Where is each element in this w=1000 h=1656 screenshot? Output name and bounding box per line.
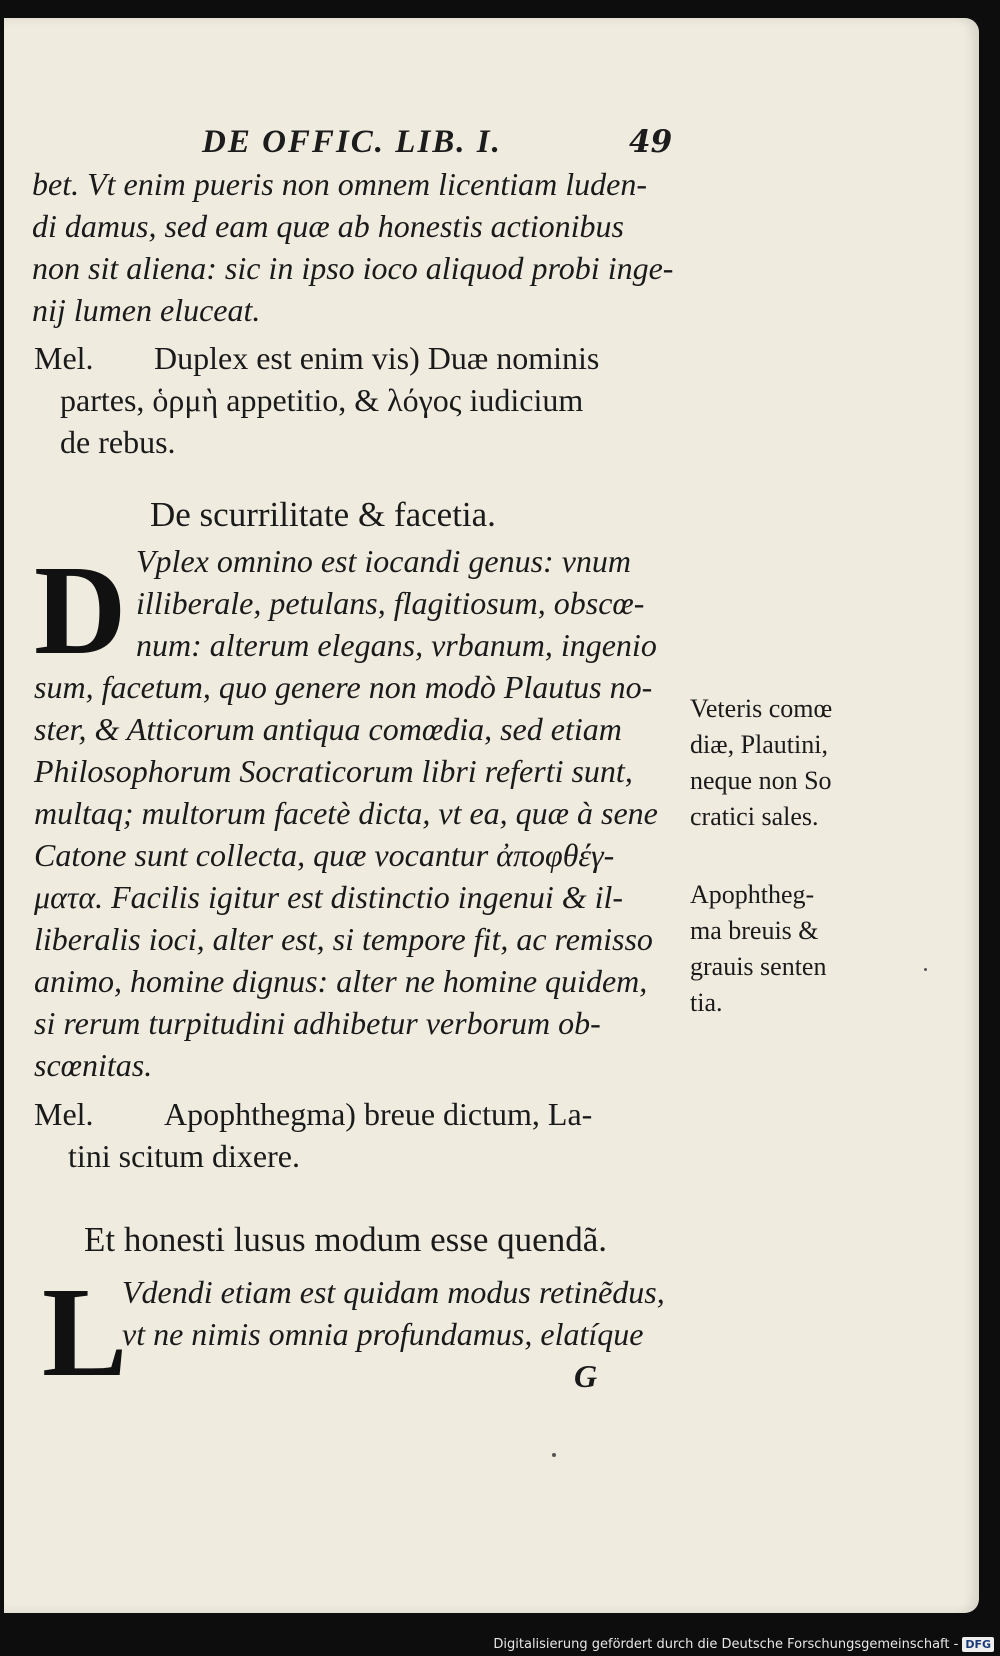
text-line: ματα. Facilis igitur est distinctio ingenui & il- <box>34 879 624 915</box>
text-line: Philosophorum Socraticorum libri referti sunt, <box>34 753 633 789</box>
text-line: de rebus. <box>60 424 176 460</box>
text-line: Vplex omnino est iocandi genus: vnum <box>136 543 631 579</box>
margin-note-line: grauis senten <box>690 952 827 981</box>
drop-cap: D <box>34 539 127 681</box>
text-line: si rerum turpitudini adhibetur verborum ob- <box>34 1005 601 1041</box>
page-number: 49 <box>629 124 673 160</box>
credit-text: Digitalisierung gefördert durch die Deutsche Forschungsgemeinschaft - <box>493 1636 959 1652</box>
drop-cap: L <box>42 1261 128 1403</box>
signature-mark: G <box>574 1358 598 1394</box>
margin-note-line: tia. <box>690 988 723 1017</box>
text-line: liberalis ioci, alter est, si tempore fit, ac remisso <box>34 921 653 957</box>
dfg-logo: DFG <box>962 1637 994 1652</box>
text-line: sum, facetum, quo genere non modò Plautus no- <box>34 669 653 705</box>
text-line: scœnitas. <box>34 1047 153 1083</box>
text-line: Vdendi etiam est quidam modus retinẽdus, <box>122 1274 665 1310</box>
margin-note-line: Apophtheg- <box>690 880 815 909</box>
running-title: DE OFFIC. LIB. I. <box>202 124 502 160</box>
margin-note-line: neque non So <box>690 766 832 795</box>
text-line: ster, & Atticorum antiqua comœdia, sed etiam <box>34 711 622 747</box>
section-heading: De scurrilitate & facetia. <box>150 495 496 534</box>
margin-note-line: ma breuis & <box>690 916 819 945</box>
book-page <box>4 18 979 1613</box>
text-line: nij lumen eluceat. <box>32 292 261 328</box>
text-line: non sit aliena: sic in ipso ioco aliquod probi inge- <box>32 250 674 286</box>
text-line: illiberale, petulans, flagitiosum, obscœ- <box>136 585 645 621</box>
text-line: num: alterum elegans, vrbanum, ingenio <box>136 627 657 663</box>
text-line: vt ne nimis omnia profundamus, elatíque <box>122 1316 644 1352</box>
section-heading: Et honesti lusus modum esse quendã. <box>84 1220 608 1259</box>
margin-note-line: diæ, Plautini, <box>690 730 828 759</box>
text-line: multaq; multorum facetè dicta, vt ea, quæ à sene <box>34 795 658 831</box>
text-line: Catone sunt collecta, quæ vocantur ἀποφθέγ- <box>34 837 615 873</box>
text-line: Duplex est enim vis) Duæ nominis <box>154 340 600 376</box>
margin-note-line: cratici sales. <box>690 802 819 831</box>
text-line: Apophthegma) breue dictum, La- <box>164 1096 593 1132</box>
text-line: di damus, sed eam quæ ab honestis actionibus <box>32 208 624 244</box>
mel-label: Mel. <box>34 340 94 376</box>
text-line: tini scitum dixere. <box>68 1138 300 1174</box>
paper-speck <box>924 968 927 971</box>
margin-note-line: Veteris comœ <box>690 694 833 723</box>
text-line: bet. Vt enim pueris non omnem licentiam luden- <box>32 166 647 202</box>
paper-speck <box>552 1453 556 1457</box>
digitization-credit <box>493 1635 994 1653</box>
text-line: animo, homine dignus: alter ne homine quidem, <box>34 963 648 999</box>
mel-label: Mel. <box>34 1096 94 1132</box>
text-line: partes, ὁρμὴ appetitio, & λόγος iudicium <box>60 382 584 418</box>
